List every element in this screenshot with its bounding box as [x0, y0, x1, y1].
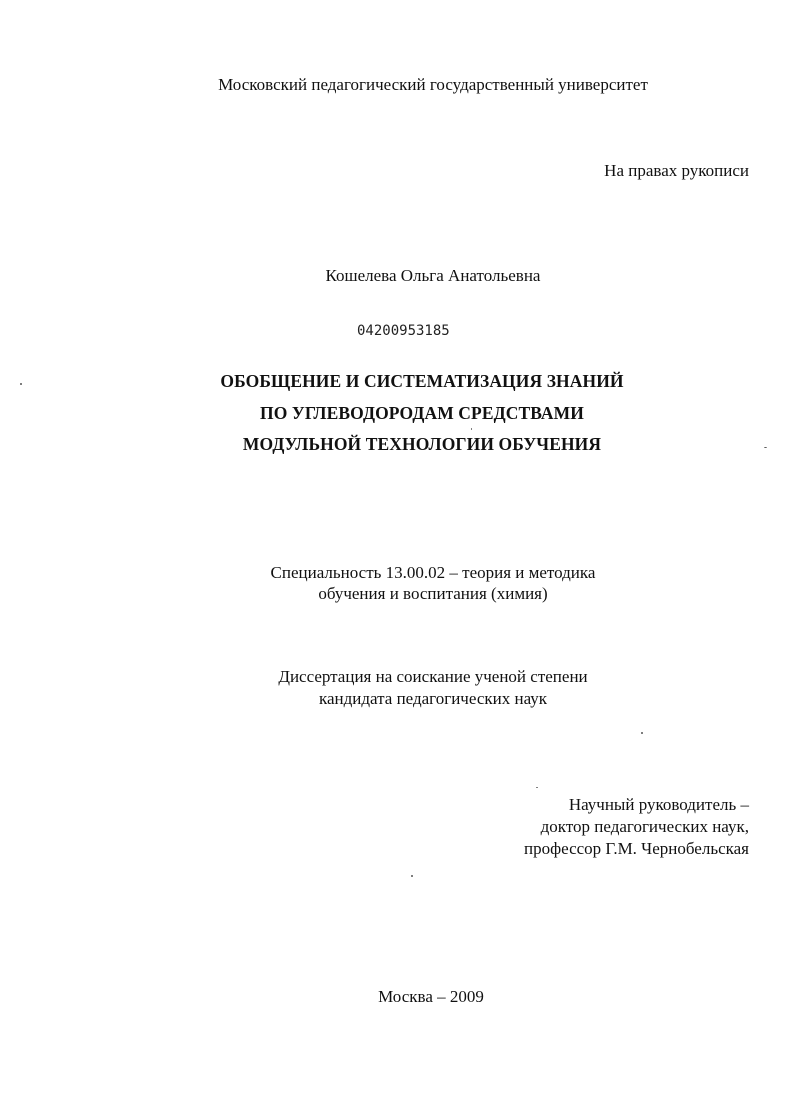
- supervisor-line-3: профессор Г.М. Чернобельская: [523, 839, 749, 858]
- dissertation-line-2: кандидата педагогических наук: [318, 689, 548, 708]
- scan-speck: [641, 732, 643, 734]
- specialty-line-1: Специальность 13.00.02 – теория и методика: [270, 563, 596, 582]
- specialty-line-2: обучения и воспитания (химия): [318, 584, 548, 603]
- scan-speck: [764, 447, 767, 448]
- scan-speck: [411, 875, 413, 877]
- title-line-1: ОБОБЩЕНИЕ И СИСТЕМАТИЗАЦИЯ ЗНАНИЙ: [220, 371, 624, 391]
- supervisor-line-1: Научный руководитель –: [568, 795, 749, 814]
- university-name: Московский педагогический государственный университет: [218, 75, 648, 94]
- title-line-2: ПО УГЛЕВОДОРОДАМ СРЕДСТВАМИ: [260, 403, 584, 423]
- city-year: Москва – 2009: [378, 987, 484, 1006]
- title-line-3: МОДУЛЬНОЙ ТЕХНОЛОГИИ ОБУЧЕНИЯ: [242, 434, 602, 454]
- dissertation-line-1: Диссертация на соискание ученой степени: [278, 667, 588, 686]
- supervisor-line-2: доктор педагогических наук,: [540, 817, 749, 836]
- author-name: Кошелева Ольга Анатольевна: [325, 266, 541, 285]
- library-stamp-number: 04200953185: [357, 323, 450, 339]
- scan-speck: [471, 428, 472, 430]
- scan-speck: [20, 383, 22, 385]
- scan-speck: [536, 787, 538, 788]
- rights-note: На правах рукописи: [604, 161, 749, 180]
